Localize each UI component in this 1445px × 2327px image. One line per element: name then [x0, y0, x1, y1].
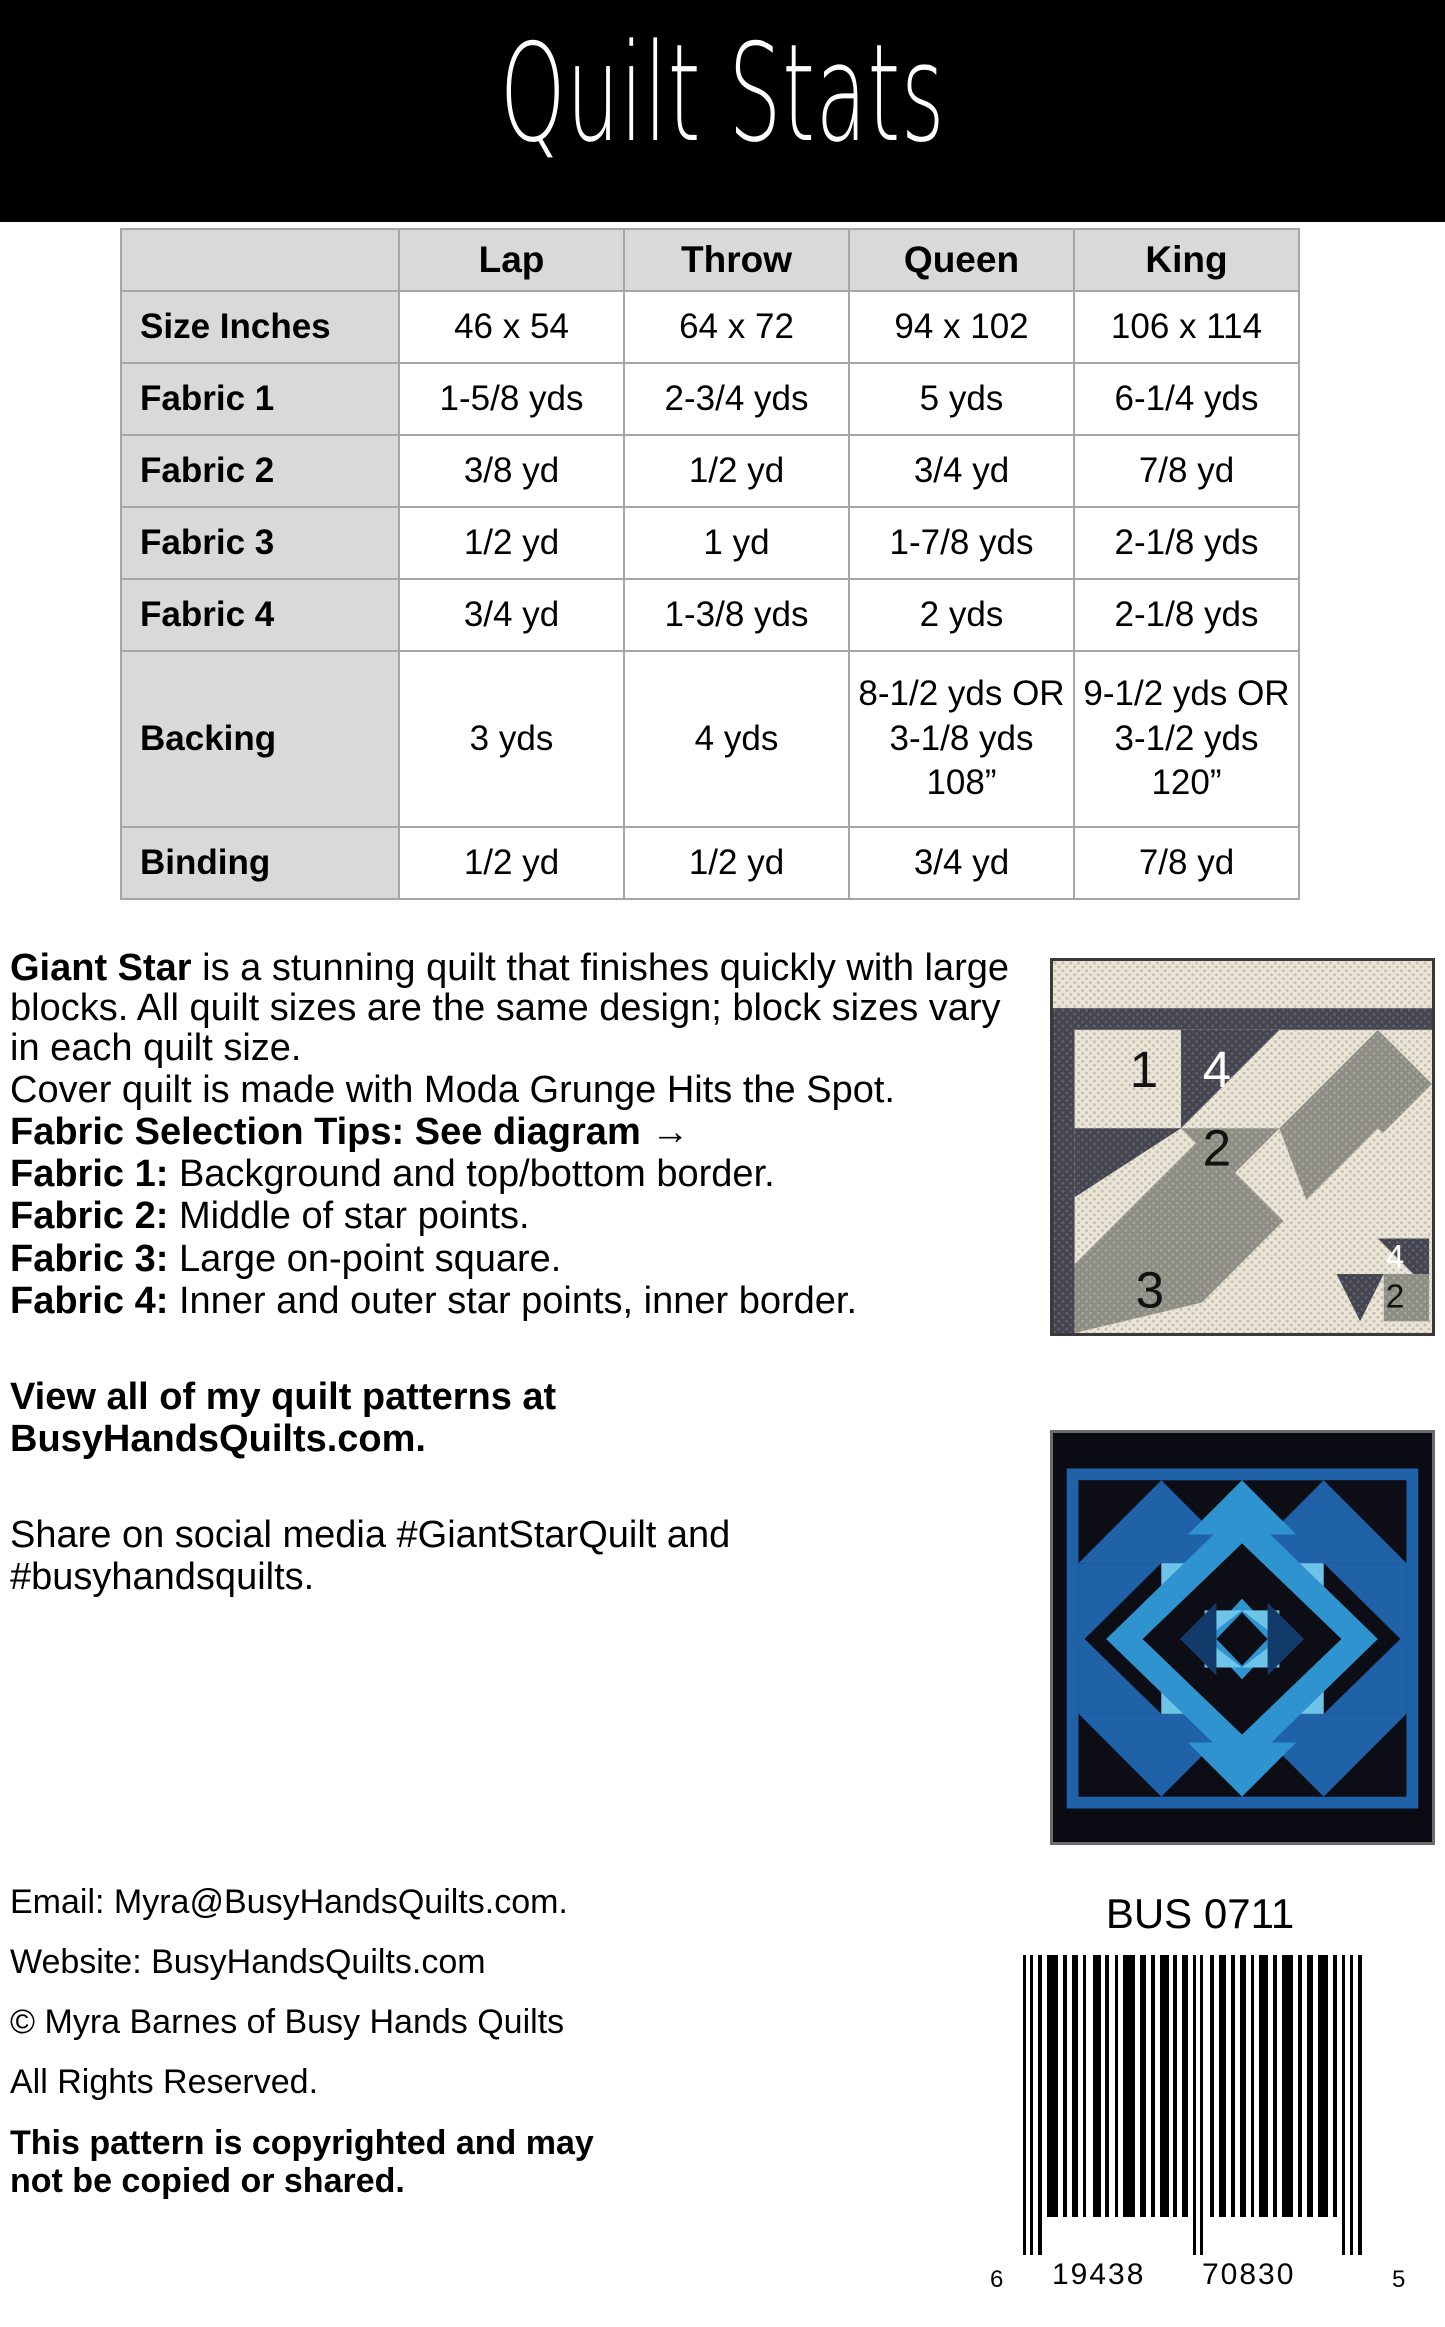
cell-throw: 1 yd: [624, 507, 849, 579]
fabric-tip-1-text: Background and top/bottom border.: [168, 1153, 775, 1196]
diagram-label-2: 2: [1202, 1119, 1232, 1177]
cell-throw: 2-3/4 yds: [624, 363, 849, 435]
barcode: [1005, 1955, 1395, 2255]
cell-queen: 3/4 yd: [849, 435, 1074, 507]
pattern-name: Giant Star: [10, 947, 192, 989]
table-row: [121, 291, 1299, 363]
diagram-label-4: 4: [1202, 1040, 1232, 1098]
social-line-1: Share on social media #GiantStarQuilt and: [10, 1513, 731, 1556]
header-throw: Throw: [624, 229, 849, 291]
fabric-tip-2-label: Fabric 2:: [10, 1195, 169, 1238]
footer-contact: [10, 1885, 770, 2201]
cell-lap: 1/2 yd: [399, 827, 624, 899]
fabric-tips-heading: Fabric Selection Tips: See diagram →: [10, 1111, 690, 1154]
quilt-stats-table: [120, 228, 1300, 900]
quilt-photo-blue: [1050, 1430, 1435, 1845]
cell-lap: 46 x 54: [399, 291, 624, 363]
table-header-row: [121, 229, 1299, 291]
cell-queen: 94 x 102: [849, 291, 1074, 363]
row-label: Binding: [121, 827, 399, 899]
fabric-tip-3-label: Fabric 3:: [10, 1237, 169, 1280]
diagram-label-3: 3: [1135, 1261, 1165, 1319]
diagram-svg: [1053, 961, 1432, 1333]
row-label: Backing: [121, 651, 399, 827]
cell-throw: 64 x 72: [624, 291, 849, 363]
fabric-tip-4-label: Fabric 4:: [10, 1279, 169, 1322]
fabric-tip-2-text: Middle of star points.: [168, 1195, 530, 1238]
barcode-group-1: 19438: [1052, 2258, 1146, 2291]
row-label: Fabric 1: [121, 363, 399, 435]
cell-king: 6-1/4 yds: [1074, 363, 1299, 435]
barcode-bars: [1005, 1955, 1395, 2255]
cell-queen: 1-7/8 yds: [849, 507, 1074, 579]
page-title: Quilt Stats: [499, 15, 946, 172]
cell-lap: 1-5/8 yds: [399, 363, 624, 435]
cell-lap: 1/2 yd: [399, 507, 624, 579]
promo-line-1: View all of my quilt patterns at: [10, 1375, 557, 1418]
table-row: [121, 507, 1299, 579]
cell-queen: 5 yds: [849, 363, 1074, 435]
spacer: [10, 1323, 1030, 1377]
cell-queen: 3/4 yd: [849, 827, 1074, 899]
header-corner-blank: [121, 229, 399, 291]
fabric-tip-4: [10, 1281, 1030, 1321]
cell-king: 7/8 yd: [1074, 827, 1299, 899]
row-label: Fabric 3: [121, 507, 399, 579]
diagram-label-4b: 4: [1385, 1239, 1405, 1277]
table-row: [121, 363, 1299, 435]
cell-throw: 1/2 yd: [624, 435, 849, 507]
fabric-tip-2: [10, 1196, 1030, 1236]
quilt-photo-svg: [1053, 1433, 1432, 1842]
social-line-2: #busyhandsquilts.: [10, 1555, 315, 1598]
fabric-tip-1-label: Fabric 1:: [10, 1153, 169, 1196]
fabric-tip-3-text: Large on-point square.: [168, 1237, 562, 1280]
rights-line: All Rights Reserved.: [10, 2063, 319, 2101]
email-line: Email: Myra@BusyHandsQuilts.com.: [10, 1883, 568, 1921]
table-row: [121, 435, 1299, 507]
row-label: Fabric 4: [121, 579, 399, 651]
header-lap: Lap: [399, 229, 624, 291]
cell-lap: 3/8 yd: [399, 435, 624, 507]
table-row: [121, 651, 1299, 827]
cell-king: 7/8 yd: [1074, 435, 1299, 507]
spacer: [10, 1461, 1030, 1515]
cell-king: 2-1/8 yds: [1074, 507, 1299, 579]
cover-fabric-note: Cover quilt is made with Moda Grunge Hits the Spot.: [10, 1069, 895, 1112]
table-row: [121, 579, 1299, 651]
cell-throw: 1/2 yd: [624, 827, 849, 899]
copy-notice-line-2: not be copied or shared.: [10, 2162, 405, 2201]
barcode-group-2: 70830: [1202, 2258, 1296, 2291]
sku-label: BUS 0711: [1105, 1890, 1295, 1937]
fabric-tip-4-text: Inner and outer star points, inner border.: [168, 1279, 858, 1322]
diagram-label-1: 1: [1129, 1040, 1159, 1098]
cell-king: 106 x 114: [1074, 291, 1299, 363]
cell-queen: 8-1/2 yds OR 3-1/8 yds 108”: [849, 651, 1074, 827]
header-king: King: [1074, 229, 1299, 291]
cell-queen: 2 yds: [849, 579, 1074, 651]
intro-paragraph: [10, 948, 1030, 1068]
intro-text: is a stunning quilt that finishes quickly with large blocks. All quilt sizes are the same design; block sizes vary in each quilt size.: [10, 947, 1010, 1070]
cell-throw: 4 yds: [624, 651, 849, 827]
fabric-selection-diagram: [1050, 958, 1435, 1336]
barcode-left-digit: 6: [990, 2266, 1004, 2293]
table-row: [121, 827, 1299, 899]
website-line: Website: BusyHandsQuilts.com: [10, 1943, 486, 1981]
promo-line-2: BusyHandsQuilts.com.: [10, 1417, 426, 1460]
cell-lap: 3 yds: [399, 651, 624, 827]
copyright-line: © Myra Barnes of Busy Hands Quilts: [10, 2003, 565, 2041]
cell-king: 9-1/2 yds OR 3-1/2 yds 120”: [1074, 651, 1299, 827]
fabric-tip-3: [10, 1239, 1030, 1279]
diagram-label-2b: 2: [1385, 1278, 1405, 1316]
cell-throw: 1-3/8 yds: [624, 579, 849, 651]
fabric-tip-1: [10, 1154, 1030, 1194]
header-queen: Queen: [849, 229, 1074, 291]
barcode-right-digit: 5: [1392, 2266, 1406, 2293]
cell-king: 2-1/8 yds: [1074, 579, 1299, 651]
copy-notice-line-1: This pattern is copyrighted and may: [10, 2124, 594, 2162]
row-label: Size Inches: [121, 291, 399, 363]
description-column: [10, 948, 1030, 1599]
cell-lap: 3/4 yd: [399, 579, 624, 651]
row-label: Fabric 2: [121, 435, 399, 507]
